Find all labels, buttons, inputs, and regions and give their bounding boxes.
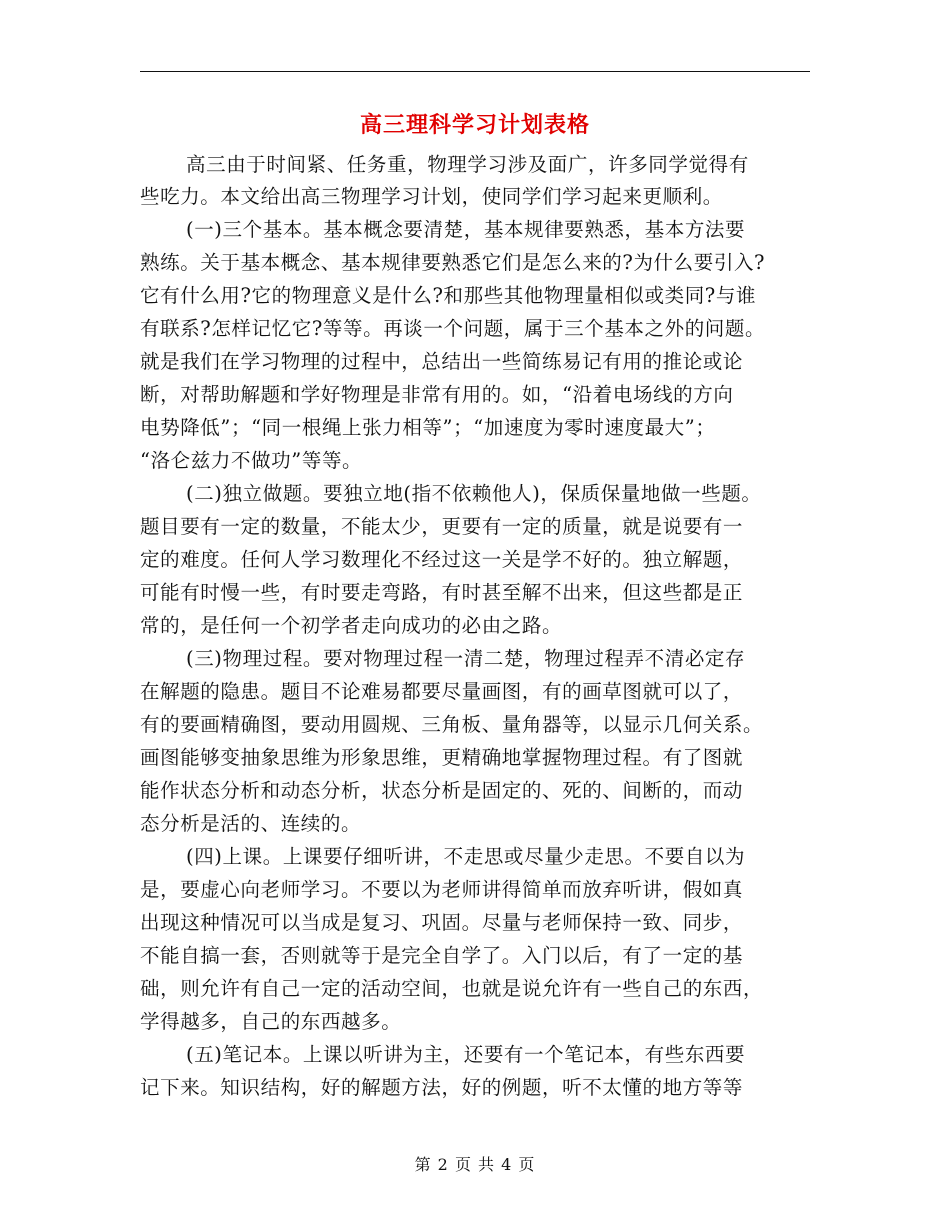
text-line: 它有什么用?它的物理意义是什么?和那些其他物理量相似或类同?与谁 bbox=[140, 284, 757, 307]
text-line: (五)笔记本。上课以听讲为主，还要有一个笔记本，有些东西要 bbox=[186, 1043, 746, 1066]
text-line: 础，则允许有自己一定的活动空间，也就是说允许有一些自己的东西， bbox=[140, 977, 764, 1000]
text-line: “洛仑兹力不做功”等等。 bbox=[140, 449, 363, 472]
header-rule bbox=[140, 71, 810, 72]
text-line: 不能自搞一套，否则就等于是完全自学了。入门以后，有了一定的基 bbox=[140, 944, 744, 967]
text-line: 电势降低”；“同一根绳上张力相等”；“加速度为零时速度最大”； bbox=[140, 416, 716, 439]
text-line: 记下来。知识结构，好的解题方法，好的例题，听不太懂的地方等等 bbox=[140, 1076, 744, 1099]
text-line: 画图能够变抽象思维为形象思维，更精确地掌握物理过程。有了图就 bbox=[140, 746, 744, 769]
text-line: (三)物理过程。要对物理过程一清二楚，物理过程弄不清必定存 bbox=[186, 647, 746, 670]
text-line: (四)上课。上课要仔细听讲，不走思或尽量少走思。不要自以为 bbox=[186, 845, 746, 868]
text-line: 常的，是任何一个初学者走向成功的必由之路。 bbox=[140, 614, 563, 637]
page-number-footer: 第 2 页 共 4 页 bbox=[414, 1155, 536, 1174]
text-line: 高三由于时间紧、任务重，物理学习涉及面广，许多同学觉得有 bbox=[186, 153, 749, 176]
text-line: 断，对帮助解题和学好物理是非常有用的。如，“沿着电场线的方向 bbox=[140, 383, 734, 406]
text-line: (二)独立做题。要独立地(指不依赖他人)，保质保量地做一些题。 bbox=[186, 482, 762, 505]
text-line: 定的难度。任何人学习数理化不经过这一关是学不好的。独立解题， bbox=[140, 548, 744, 571]
text-line: 出现这种情况可以当成是复习、巩固。尽量与老师保持一致、同步， bbox=[140, 911, 744, 934]
text-line: 熟练。关于基本概念、基本规律要熟悉它们是怎么来的?为什么要引入? bbox=[140, 251, 766, 274]
text-line: 有的要画精确图，要动用圆规、三角板、量角器等，以显示几何关系。 bbox=[140, 713, 764, 736]
document-title: 高三理科学习计划表格 bbox=[359, 112, 590, 138]
text-line: 态分析是活的、连续的。 bbox=[140, 812, 362, 835]
text-line: 是，要虚心向老师学习。不要以为老师讲得简单而放弃听讲，假如真 bbox=[140, 878, 744, 901]
text-line: 在解题的隐患。题目不论难易都要尽量画图，有的画草图就可以了， bbox=[140, 680, 744, 703]
text-line: 就是我们在学习物理的过程中，总结出一些简练易记有用的推论或论 bbox=[140, 350, 744, 373]
text-line: (一)三个基本。基本概念要清楚，基本规律要熟悉，基本方法要 bbox=[186, 218, 746, 241]
text-line: 学得越多，自己的东西越多。 bbox=[140, 1010, 402, 1033]
text-line: 有联系?怎样记忆它?等等。再谈一个问题，属于三个基本之外的问题。 bbox=[140, 317, 766, 340]
text-line: 些吃力。本文给出高三物理学习计划，使同学们学习起来更顺利。 bbox=[140, 185, 723, 208]
text-line: 题目要有一定的数量，不能太少，更要有一定的质量，就是说要有一 bbox=[140, 515, 744, 538]
text-line: 可能有时慢一些，有时要走弯路，有时甚至解不出来，但这些都是正 bbox=[140, 581, 744, 604]
text-line: 能作状态分析和动态分析，状态分析是固定的、死的、间断的，而动 bbox=[140, 779, 744, 802]
